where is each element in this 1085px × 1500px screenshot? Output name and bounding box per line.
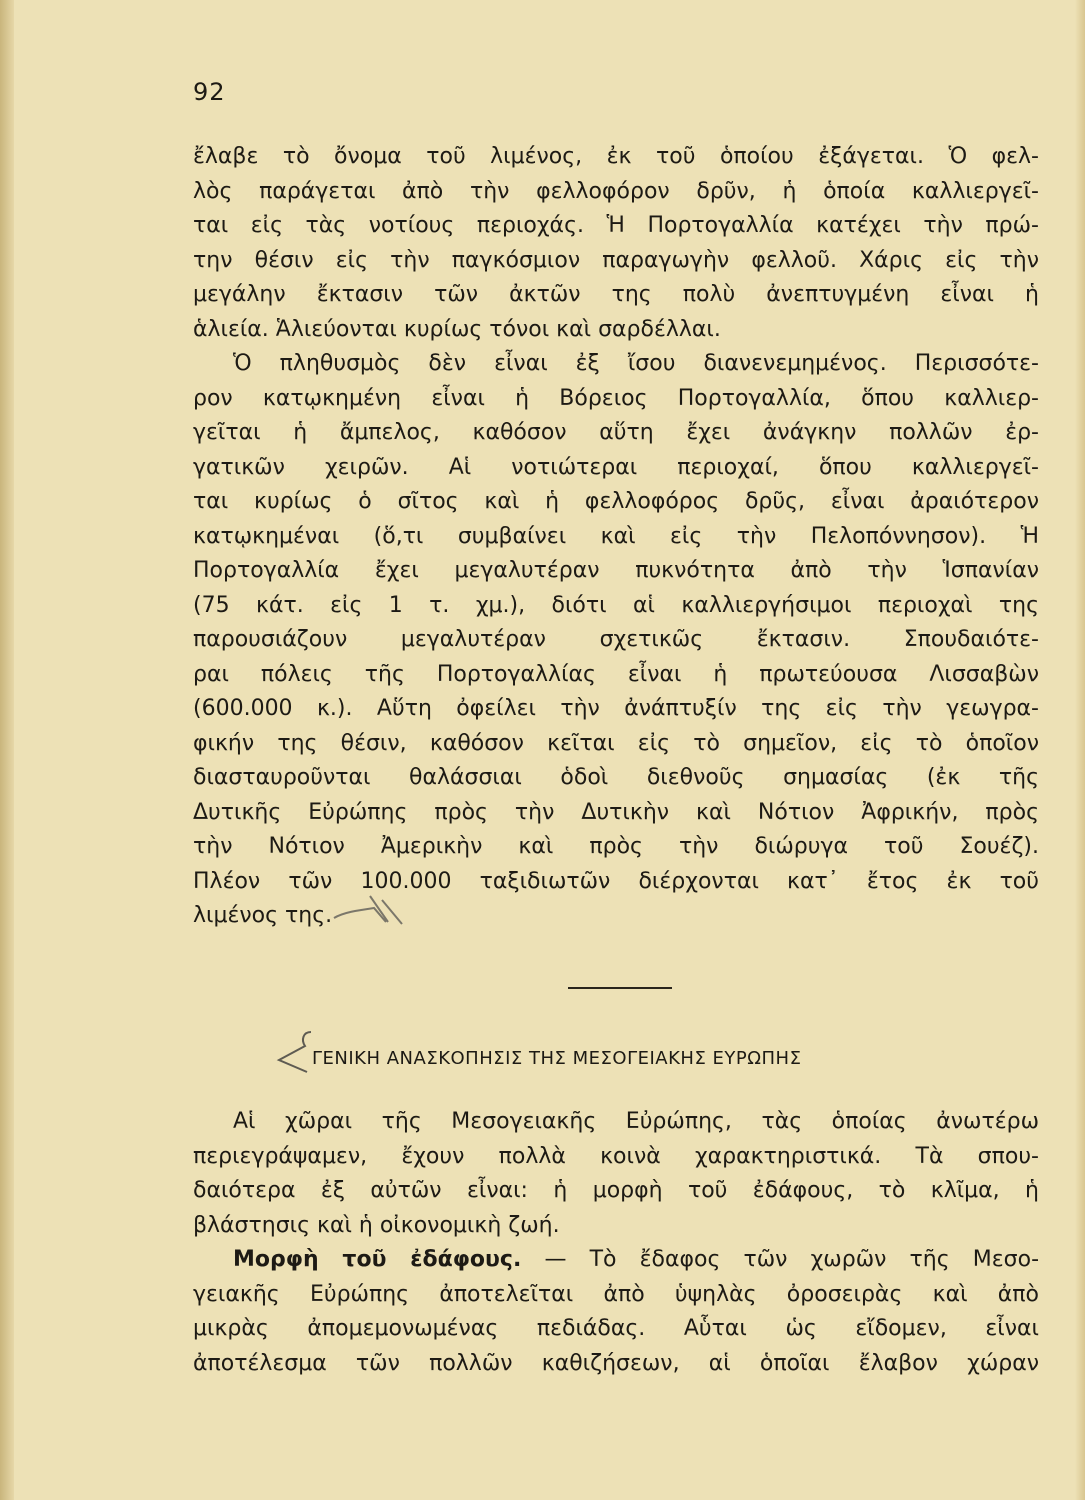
text-line: Δυτικῆς Εὐρώπης πρὸς τὴν Δυτικὴν καὶ Νότιον Ἀφρικήν, πρὸς (193, 799, 1039, 825)
text-line: γειακῆς Εὐρώπης ἀποτελεῖται ἀπὸ ὑψηλὰς ὀροσειρὰς καὶ ἀπὸ (193, 1281, 1039, 1307)
text-line: περιεγράψαμεν, ἔχουν πολλὰ κοινὰ χαρακτηριστικά. Τὰ σπου- (193, 1143, 1039, 1169)
text-run: — Τὸ ἔδαφος τῶν χωρῶν τῆς Μεσο- (521, 1247, 1040, 1272)
pencil-annotation-mark (330, 882, 410, 930)
subsection-title: Μορφὴ τοῦ ἐδάφους. (233, 1247, 522, 1272)
text-line: (600.000 κ.). Αὕτη ὀφείλει τὴν ἀνάπτυξίν της εἰς τὴν γεωγρα- (193, 696, 1039, 721)
text-line: κατῳκημέναι (ὅ,τι συμβαίνει καὶ εἰς τὴν Πελοπόννησον). Ἡ (193, 523, 1039, 549)
text-line: Πορτογαλλία ἔχει μεγαλυτέραν πυκνότητα ἀπὸ τὴν Ἱσπανίαν (193, 558, 1039, 583)
text-line: μεγάλην ἔκτασιν τῶν ἀκτῶν της πολὺ ἀνεπτυγμένη εἶναι ἡ (193, 282, 1039, 307)
text-line (193, 1243, 1039, 1278)
text-line: την θέσιν εἰς τὴν παγκόσμιον παραγωγὴν φελλοῦ. Χάρις εἰς τὴν (193, 247, 1039, 273)
text-line: Πλέον τῶν 100.000 ταξιδιωτῶν διέρχονται κατ᾽ ἔτος ἐκ τοῦ (193, 868, 1039, 894)
text-line: βλάστησις καὶ ἡ οἰκονομικὴ ζωή. (193, 1212, 560, 1238)
text-line: ραι πόλεις τῆς Πορτογαλλίας εἶναι ἡ πρωτεύουσα Λισσαβὼν (193, 661, 1039, 687)
pencil-bracket-mark (275, 1026, 315, 1076)
text-line: γεῖται ἡ ἄμπελος, καθόσον αὕτη ἔχει ἀνάγκην πολλῶν ἐρ- (193, 420, 1039, 445)
section-heading: ΓΕΝΙΚΗ ΑΝΑΣΚΟΠΗΣΙΣ ΤΗΣ ΜΕΣΟΓΕΙΑΚΗΣ ΕΥΡΩΠΗΣ (312, 1048, 802, 1069)
page-number: 92 (193, 78, 226, 106)
text-line: Αἱ χῶραι τῆς Μεσογειακῆς Εὐρώπης, τὰς ὁποίας ἀνωτέρω (233, 1109, 1039, 1134)
text-line: τὴν Νότιον Ἀμερικὴν καὶ πρὸς τὴν διώρυγα τοῦ Σουέζ). (193, 834, 1039, 859)
text-line: γατικῶν χειρῶν. Αἱ νοτιώτεραι περιοχαί, ὅπου καλλιεργεῖ- (193, 454, 1039, 480)
body-text-lower (193, 1105, 1039, 1381)
text-line: ἁλιεία. Ἁλιεύονται κυρίως τόνοι καὶ σαρδέλλαι. (193, 316, 721, 342)
text-line: Ὁ πληθυσμὸς δὲν εἶναι ἐξ ἴσου διανενεμημένος. Περισσότε- (233, 351, 1039, 376)
section-divider (568, 987, 672, 989)
text-line: λιμένος της. (193, 903, 333, 928)
text-line: διασταυροῦνται θαλάσσιαι ὁδοὶ διεθνοῦς σημασίας (ἐκ τῆς (193, 765, 1039, 790)
text-line: δαιότερα ἐξ αὐτῶν εἶναι: ἡ μορφὴ τοῦ ἐδάφους, τὸ κλῖμα, ἡ (193, 1178, 1039, 1203)
text-line: παρουσιάζουν μεγαλυτέραν σχετικῶς ἔκτασιν. Σπουδαιότε- (193, 627, 1039, 652)
text-line: ται εἰς τὰς νοτίους περιοχάς. Ἡ Πορτογαλλία κατέχει τὴν πρώ- (193, 213, 1039, 238)
text-line: μικρὰς ἀπομεμονωμένας πεδιάδας. Αὗται ὡς εἴδομεν, εἶναι (193, 1316, 1039, 1341)
text-line: ἀποτέλεσμα τῶν πολλῶν καθιζήσεων, αἱ ὁποῖαι ἔλαβον χώραν (193, 1350, 1039, 1376)
text-line: φικήν της θέσιν, καθόσον κεῖται εἰς τὸ σημεῖον, εἰς τὸ ὁποῖον (193, 730, 1039, 756)
body-text-upper (193, 140, 1039, 934)
text-line: λὸς παράγεται ἀπὸ τὴν φελλοφόρον δρῦν, ἡ ὁποία καλλιεργεῖ- (193, 178, 1039, 204)
text-line: ἔλαβε τὸ ὄνομα τοῦ λιμένος, ἐκ τοῦ ὁποίου ἐξάγεται. Ὁ φελ- (193, 144, 1039, 169)
text-line: ται κυρίως ὁ σῖτος καὶ ἡ φελλοφόρος δρῦς, εἶναι ἀραιότερον (193, 489, 1039, 514)
page-right-edge (1075, 0, 1085, 1500)
text-line: ρον κατῳκημένη εἶναι ἡ Βόρειος Πορτογαλλία, ὅπου καλλιερ- (193, 385, 1039, 411)
text-line: (75 κάτ. εἰς 1 τ. χμ.), διότι αἱ καλλιεργήσιμοι περιοχαὶ της (193, 592, 1039, 618)
page-left-edge (0, 0, 14, 1500)
